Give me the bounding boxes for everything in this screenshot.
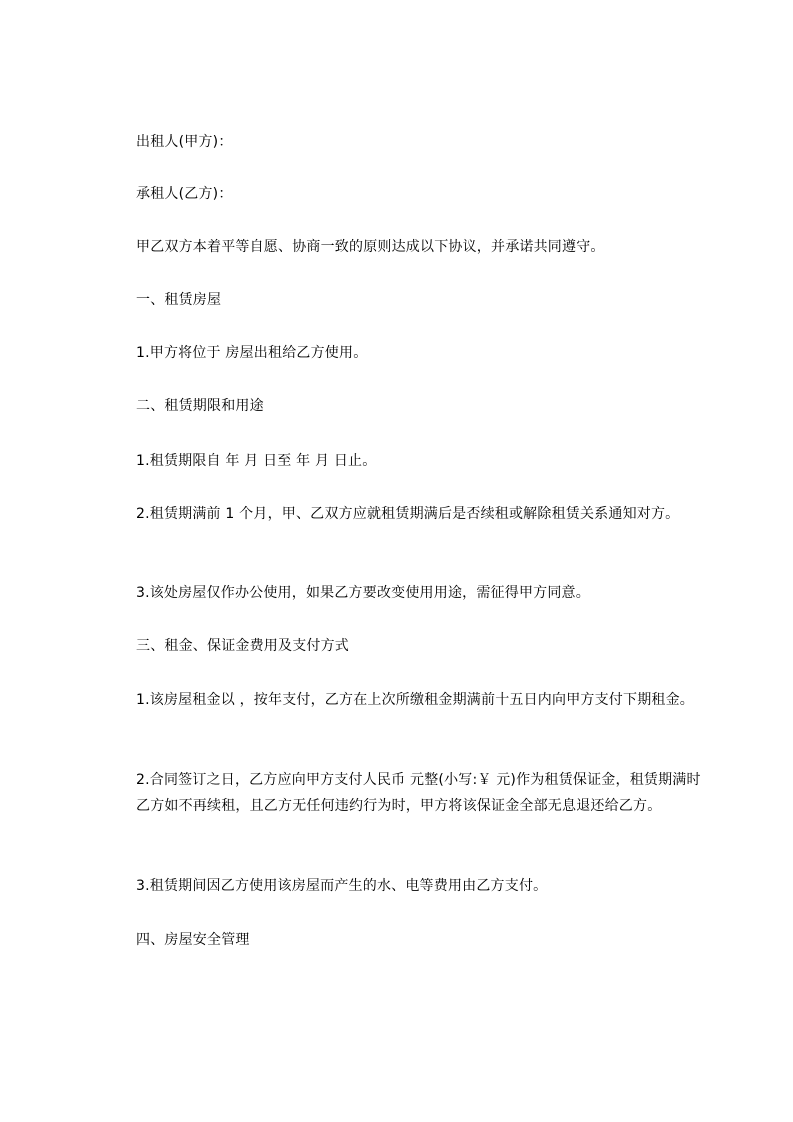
clause-3-3: 3.租赁期间因乙方使用该房屋而产生的水、电等费用由乙方支付。 <box>136 878 548 894</box>
clause-2-2: 2.租赁期满前 1 个月，甲、乙双方应就租赁期满后是否续租或解除租赁关系通知对方。 <box>136 506 680 522</box>
clause-2-1: 1.租赁期限自 年 月 日至 年 月 日止。 <box>136 453 377 469</box>
lessee-line: 承租人(乙方)： <box>136 186 233 202</box>
preamble-paragraph: 甲乙双方本着平等自愿、协商一致的原则达成以下协议，并承诺共同遵守。 <box>136 239 605 255</box>
clause-1-1: 1.甲方将位于 房屋出租给乙方使用。 <box>136 345 368 361</box>
section-heading-1: 一、租赁房屋 <box>136 292 222 308</box>
clause-3-1: 1.该房屋租金以 ，按年支付，乙方在上次所缴租金期满前十五日内向甲方支付下期租金。 <box>136 692 695 708</box>
clause-3-2: 2.合同签订之日，乙方应向甲方支付人民币 元整(小写:￥ 元)作为租赁保证金，租赁期满时乙方如不再续租，且乙方无任何违约行为时，甲方将该保证金全部无息退还给乙方。 <box>136 772 701 814</box>
section-heading-3: 三、租金、保证金费用及支付方式 <box>136 638 349 654</box>
section-heading-2: 二、租赁期限和用途 <box>136 398 264 414</box>
lessor-line: 出租人(甲方)： <box>136 134 233 150</box>
section-heading-4: 四、房屋安全管理 <box>136 932 250 948</box>
clause-2-3: 3.该处房屋仅作办公使用，如果乙方要改变使用用途，需征得甲方同意。 <box>136 585 590 601</box>
